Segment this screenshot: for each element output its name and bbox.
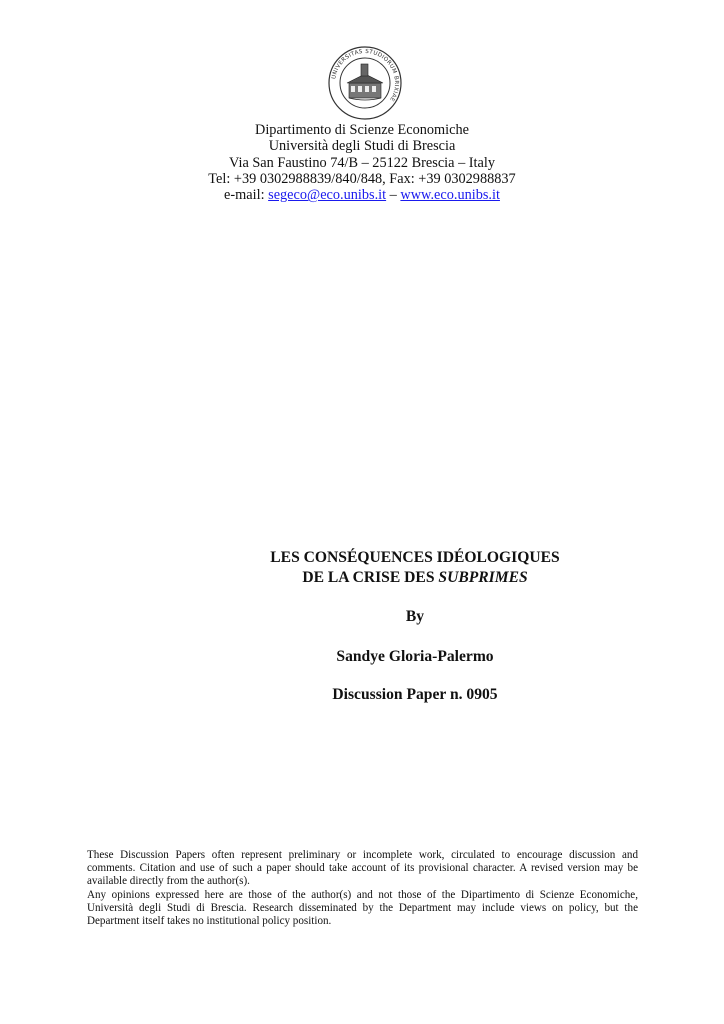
- author-name: Sandye Gloria-Palermo: [336, 648, 494, 665]
- email-link[interactable]: segeco@eco.unibs.it: [268, 187, 387, 204]
- university-seal-icon: [327, 45, 403, 121]
- by-label: By: [405, 608, 425, 625]
- address: Via San Faustino 74/B – 25122 Brescia – Italy: [229, 154, 495, 171]
- website-link[interactable]: www.eco.unibs.it: [400, 187, 500, 204]
- department-name: Dipartimento di Scienze Economiche: [255, 122, 469, 138]
- title-line-1: LES CONSÉQUENCES IDÉOLOGIQUES: [270, 549, 560, 566]
- email-label: e-mail:: [224, 187, 269, 204]
- university-name: Università degli Studi di Brescia: [268, 138, 456, 155]
- disclaimer-paragraph-2: Any opinions expressed here are those of the author(s) and not those of the Dipartimento di Scienze Economiche, Università degli Studi di Brescia. Research disseminated by the Department may include views on policy, but the Department itself takes no institutional policy position.: [87, 888, 638, 928]
- department-header: [0, 122, 724, 203]
- title-line-2-italic: SUBPRIMES: [438, 569, 528, 586]
- contact-line: [0, 187, 724, 203]
- phone-fax: Tel: +39 0302988839/840/848, Fax: +39 0302988837: [208, 170, 516, 187]
- svg-text:UNIVERSITAS STUDIORUM BRIXIAE: UNIVERSITAS STUDIORUM BRIXIAE: [331, 48, 400, 103]
- disclaimer: [87, 849, 638, 928]
- disclaimer-paragraph-1: These Discussion Papers often represent preliminary or incomplete work, circulated to encourage discussion and comments. Citation and use of such a paper should take account of its provisional character. A revised version may be available directly from the author(s).: [87, 849, 638, 888]
- title-line-2: [230, 568, 600, 588]
- title-line-2-prefix: DE LA CRISE DES: [302, 569, 439, 586]
- paper-title: [230, 548, 600, 588]
- paper-number: Discussion Paper n. 0905: [332, 686, 498, 703]
- contact-separator: –: [386, 187, 401, 204]
